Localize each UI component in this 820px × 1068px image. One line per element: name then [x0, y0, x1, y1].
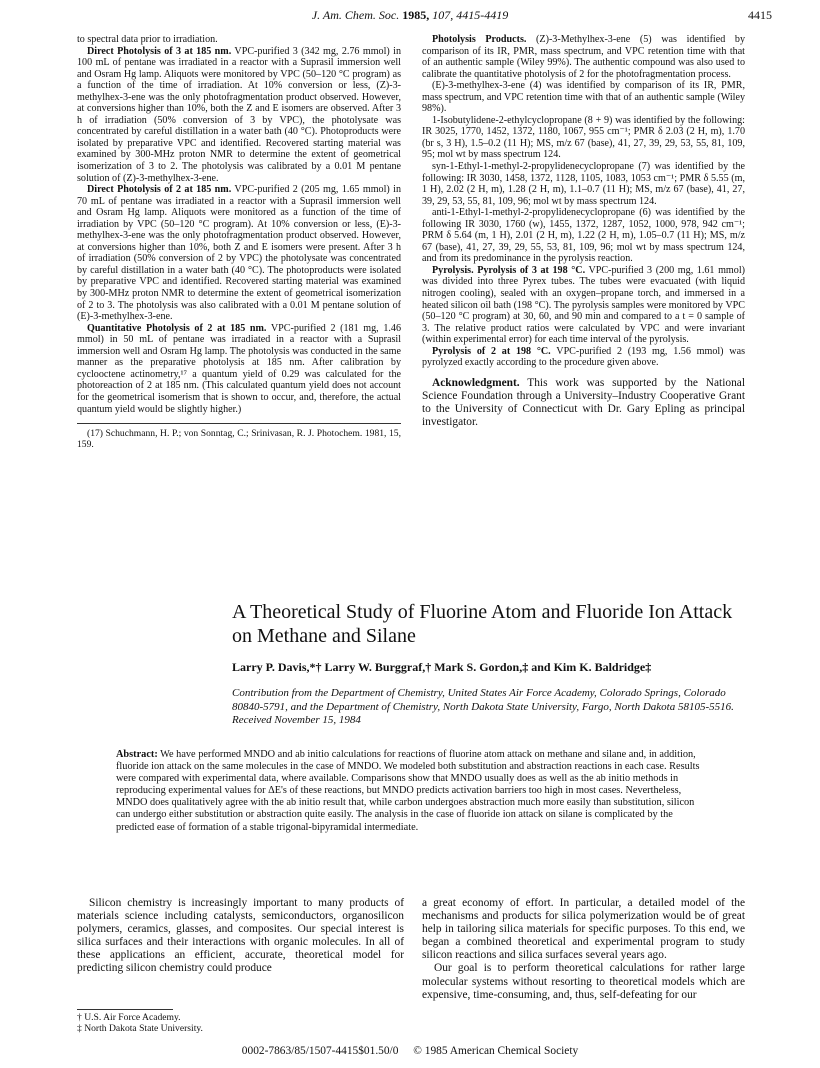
paragraph: (E)-3-methylhex-3-ene (4) was identified by comparison of its IR, PMR, mass spectrum, and VPC retention time with that of an authentic sample (Wiley 98%).	[422, 80, 745, 115]
paragraph: Our goal is to perform theoretical calculations for rather large molecular systems without resorting to theoretical models which are expensive, time-consuming, and, thus, self-defeating for our	[422, 962, 745, 1001]
abstract	[116, 749, 708, 834]
affiliation-footnotes	[77, 1009, 404, 1035]
paragraph: Pyrolysis. Pyrolysis of 3 at 198 °C. VPC-purified 3 (200 mg, 1.61 mmol) was divided into three Pyrex tubes. The tubes were evacuated (with liquid nitrogen cooling), sealed with an oxygen–propane torch, and immersed in a heated silicon oil bath (198 °C). The pyrolysis samples were monitored by VPC (50–120 °C program) at 30, 60, and 90 min and compared to a t = 0 sample of 3. The relative product ratios were calculated by VPC and were invariant (within experimental error) for each time interval of the pyrolysis.	[422, 264, 745, 346]
footnote: ‡ North Dakota State University.	[77, 1022, 203, 1034]
right-column	[422, 34, 745, 429]
page-footer	[0, 1045, 820, 1057]
section-heading: Direct Photolysis of 3 at 185 nm.	[87, 45, 232, 57]
section-heading: Direct Photolysis of 2 at 185 nm.	[87, 184, 232, 196]
footnote: † U.S. Air Force Academy.	[77, 1012, 181, 1023]
page-number: 4415	[748, 8, 772, 22]
abstract-text: We have performed MNDO and ab initio calculations for reactions of fluorine atom attack on methane and silane and, in addition, fluoride ion attack on the same molecules in the case of MNDO. We modeled both substitution and abstraction reactions in each case. Results were compared with experimental data, where available. Comparisons show that MNDO usually does as well as the ab initio methods in reproducing experimental values for ΔE's of these reactions, but MNDO predicts activation barriers too high in most cases. Nevertheless, MNDO does qualitatively agree with the ab initio result that, while carbon undergoes abstraction much more easily than substitution, silicon can undergo either substitution or abstraction quite easily. The analysis in the case of fluoride ion attack on silane is complicated by the predicted ease of formation of a stable trigonal-bipyramidal intermediate.	[116, 749, 700, 833]
body-right-column	[422, 897, 745, 1002]
footnote-rule	[77, 423, 401, 424]
footnote-rule	[77, 1009, 173, 1010]
paragraph: 1-Isobutylidene-2-ethylcyclopropane (8 + 9) was identified by the following: IR 3025, 1770, 1452, 1372, 1180, 1067, 955 cm⁻¹; PMR δ 2.03 (2 H, m), 1.70 (br s, 3 H), 1.5–0.2 (11 H); MS, m/z 67 (base), 41, 27, 39, 29, 53, 55, 81, 109, 95; mol wt by mass spectrum 124.	[422, 114, 745, 161]
paragraph: Photolysis Products. (Z)-3-Methylhex-3-ene (5) was identified by comparison of its IR, PMR, mass spectrum, and VPC retention time with that of an authentic sample (Wiley 99%). The authentic compound was also used to calibrate the quantitative photolysis of 2 for the photofragmentation process.	[422, 34, 745, 80]
left-column	[77, 34, 401, 450]
paragraph: Direct Photolysis of 3 at 185 nm. VPC-purified 3 (342 mg, 2.76 mmol) in 100 mL of pentane was irradiated in a reactor with a Suprasil immersion well and Osram Hg lamp. Aliquots were monitored by VPC (50–120 °C program) as a function of the time of irradiation. At 10% conversion or less, (Z)-3-methylhex-3-ene was the only photofragmentation product observed. However, at conversions higher than 10%, both the Z and E isomers are observed. After 3 h of irradiation (50% conversion of 3 by VPC), the photolysate was concentrated by careful distillation in a water bath (40 °C). Photoproducts were isolated by preparative VPC and identified. Recovered starting material was examined by 300-MHz proton NMR to determine the extent of geometrical isomerization of 3 to 2. The photolysis was calibrated by a 0.01 M pentane solution of (Z)-3-methylhex-3-ene.	[77, 45, 401, 184]
paragraph: Silicon chemistry is increasingly important to many products of materials science including catalysts, semiconductors, organosilicon polymers, ceramics, glasses, and composites. Our special interest is silica surfaces and their interactions with organic molecules. In all of these applications an efficient, accurate, theoretical model for predicting silicon chemistry could produce	[77, 897, 404, 975]
issn-code: 0002-7863/85/1507-4415$01.50/0	[241, 1045, 399, 1057]
paragraph: a great economy of effort. In particular, a detailed model of the mechanisms and products for silica polymerization would be of great help in tailoring silica materials for specific purposes. To this end, we began a combined theoretical and experimental program to study silicon reactions and silica surfaces several years ago.	[422, 897, 745, 962]
running-header	[0, 8, 820, 23]
acknowledgment: Acknowledgment. This work was supported by the National Science Foundation through a University–Industry Cooperative Grant to the University of Connecticut with Dr. Gary Epling as principal investigator.	[422, 376, 745, 428]
paragraph: Pyrolysis of 2 at 198 °C. VPC-purified 2 (193 mg, 1.56 mmol) was pyrolyzed exactly according to the procedure given above.	[422, 345, 745, 369]
article-authors: Larry P. Davis,*† Larry W. Burggraf,† Mark S. Gordon,‡ and Kim K. Baldridge‡	[232, 660, 652, 674]
reference-footnote: (17) Schuchmann, H. P.; von Sonntag, C.; Srinivasan, R. J. Photochem. 1981, 15, 159.	[77, 428, 401, 451]
paragraph: to spectral data prior to irradiation.	[77, 34, 218, 45]
body-left-column	[77, 897, 404, 976]
paragraph: Direct Photolysis of 2 at 185 nm. VPC-purified 2 (205 mg, 1.65 mmol) in 70 mL of pentane was irradiated in a reactor with a Suprasil immersion well and Osram Hg lamp. Aliquots were monitored as a function of the time of irradiation by VPC (50–120 °C program). At 10% conversion or less, (E)-3-methylhex-3-ene was the only photofragmentation product observed. However, at conversions higher than 10%, both Z and E isomers were present. After 3 h of irradiation (50% conversion of 2 by VPC) the photolysate was concentrated by careful distillation in a water bath (40 °C). The photoproducts were isolated by preparative VPC and identified. Recovered starting material was examined by 300-MHz proton NMR to determine the extent of geometrical isomerization of 2 to 3. The photolysis was also calibrated with a 0.01 M pentane solution of (E)-3-methylhex-3-ene.	[77, 184, 401, 323]
section-heading: Pyrolysis of 2 at 198 °C.	[432, 345, 551, 357]
copyright: © 1985 American Chemical Society	[413, 1045, 579, 1057]
section-heading: Photolysis Products.	[432, 34, 527, 45]
abstract-label: Abstract:	[116, 749, 158, 760]
article-title: A Theoretical Study of Fluorine Atom and Fluoride Ion Attack on Methane and Silane	[232, 601, 733, 647]
article-affiliation: Contribution from the Department of Chemistry, United States Air Force Academy, Colorado Springs, Colorado 80840-5791, and the Department of Chemistry, North Dakota State University, Fargo, North Dakota 58105-5516. Received November 15, 1984	[232, 687, 734, 726]
section-heading: Quantitative Photolysis of 2 at 185 nm.	[87, 322, 267, 334]
journal-name: J. Am. Chem. Soc.	[311, 8, 400, 22]
paragraph: Quantitative Photolysis of 2 at 185 nm. VPC-purified 2 (181 mg, 1.46 mmol) in 50 mL of pentane was irradiated in a reactor with a Suprasil immersion well and Osram Hg lamp. The photolysis was conducted in the same manner as the preparative photolysis at 185 nm. After calibration by cyclooctene actinometry,¹⁷ a quantum yield of 0.29 was calculated for the photoreaction of 2 at 185 nm. (This calculated quantum yield does not account for the geometrical isomerism that is shown to occur, and, therefore, the actual quantum yield would be slightly higher.)	[77, 322, 401, 415]
paragraph: syn-1-Ethyl-1-methyl-2-propylidenecyclopropane (7) was identified by the following: IR 3030, 1458, 1372, 1128, 1105, 1083, 1053 cm⁻¹; PMR δ 5.55 (m, 1 H), 2.02 (2 H, m), 1.28 (2 H, m), 1.1–0.7 (11 H); MS, m/z 67 (base), 41, 27, 39, 29, 53, 55, 81, 109, 96; mol wt by mass spectrum 124.	[422, 161, 745, 207]
journal-volume-pages: 107, 4415-4419	[432, 8, 509, 22]
paragraph: anti-1-Ethyl-1-methyl-2-propylidenecyclopropane (6) was identified by the following IR 3030, 1760 (w), 1455, 1372, 1287, 1052, 1000, 978, 942 cm⁻¹; PRM δ 5.64 (m, 1 H), 2.01 (2 H, m), 1.22 (2 H, m), 1.05–0.7 (11 H); MS, m/z 67 (base), 41, 27, 39, 29, 55, 53, 81, 109, 96; mol wt by mass spectrum 124, and from its predominance in the pyrolysis reaction.	[422, 207, 745, 265]
journal-year: 1985,	[402, 8, 430, 22]
section-heading: Pyrolysis. Pyrolysis of 3 at 198 °C.	[432, 264, 586, 276]
